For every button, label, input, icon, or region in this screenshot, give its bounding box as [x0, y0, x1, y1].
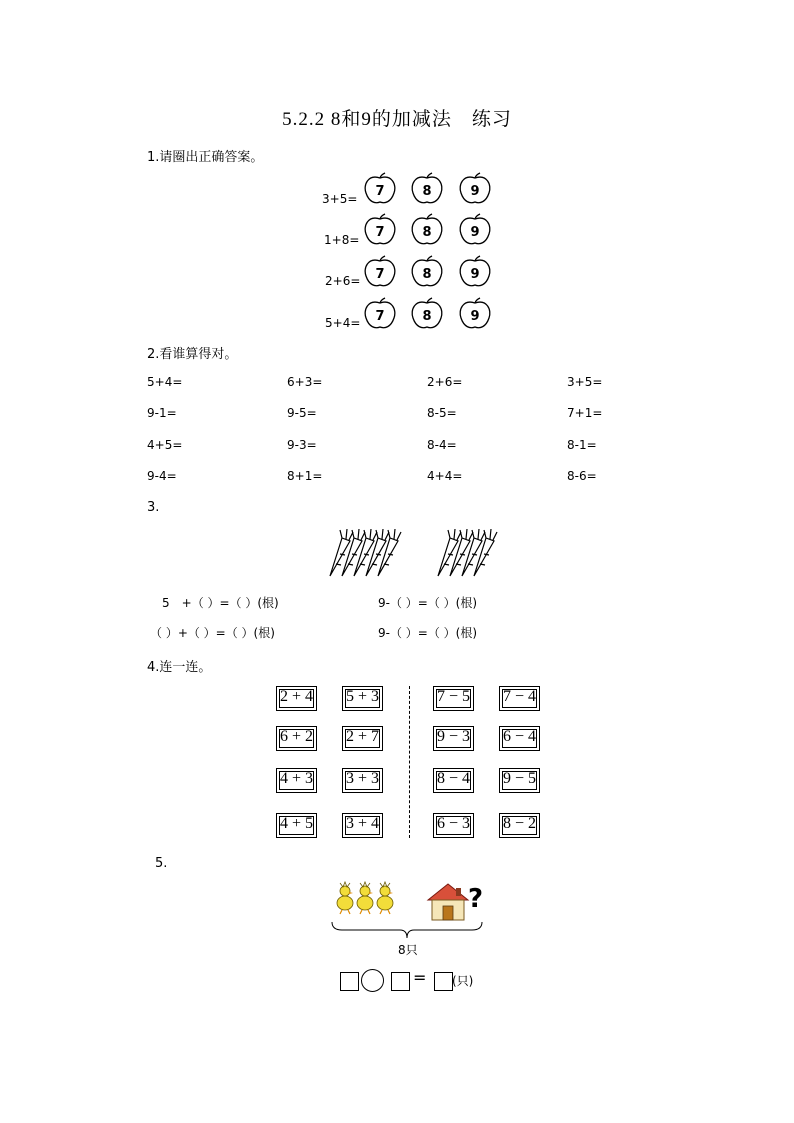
q3-equation: 9-（ ）=（ ）(根): [378, 596, 478, 610]
duck-icon: [377, 882, 393, 914]
expression-card[interactable]: 6 + 2: [276, 726, 317, 751]
apple-options: [360, 255, 500, 289]
divider-line: [409, 686, 410, 838]
equals-sign: =: [413, 968, 427, 987]
q2-cell: 6+3=: [287, 375, 323, 389]
answer-box[interactable]: [434, 972, 453, 991]
q4-heading: 4.连一连。: [147, 660, 212, 675]
q3-heading: 3.: [147, 500, 160, 515]
duck-icon: [337, 882, 353, 914]
expression-card[interactable]: 5 + 3: [342, 686, 383, 711]
option-value: 9: [470, 309, 480, 324]
apple-options: [360, 213, 500, 247]
expression-card[interactable]: 8 − 4: [433, 768, 474, 793]
q2-cell: 8-5=: [427, 406, 457, 420]
q2-cell: 4+4=: [427, 469, 463, 483]
q3-equation: （ ）+（ ）=（ ）(根): [150, 626, 275, 640]
carrot-icon: [474, 529, 497, 576]
expression-card[interactable]: 7 − 5: [433, 686, 474, 711]
option-value: 8: [422, 267, 432, 282]
q3-equation: 9-（ ）=（ ）(根): [378, 626, 478, 640]
q2-cell: 2+6=: [427, 375, 463, 389]
apple-options: [360, 172, 500, 206]
carrot-group-right: [428, 524, 508, 580]
q1-heading: 1.请圈出正确答案。: [147, 150, 264, 165]
q2-cell: 9-5=: [287, 406, 317, 420]
option-value: 7: [375, 184, 385, 199]
q2-cell: 8-6=: [567, 469, 597, 483]
q1-expr: 3+5=: [322, 192, 358, 206]
answer-box[interactable]: [391, 972, 410, 991]
carrot-icon: [378, 529, 401, 576]
question-mark: ?: [468, 884, 484, 914]
option-value: 8: [422, 309, 432, 324]
option-value: 7: [375, 225, 385, 240]
q2-cell: 9-4=: [147, 469, 177, 483]
q5-heading: 5.: [155, 856, 168, 871]
carrot-group-left: [320, 524, 410, 580]
q2-cell: 4+5=: [147, 438, 183, 452]
expression-card[interactable]: 9 − 3: [433, 726, 474, 751]
expression-card[interactable]: 3 + 4: [342, 813, 383, 838]
expression-card[interactable]: 4 + 5: [276, 813, 317, 838]
q1-expr: 2+6=: [325, 274, 361, 288]
q3-equation: 5 +（ ）=（ ）(根): [162, 596, 279, 610]
option-value: 9: [470, 184, 480, 199]
q2-cell: 8-4=: [427, 438, 457, 452]
expression-card[interactable]: 9 − 5: [499, 768, 540, 793]
q2-cell: 8+1=: [287, 469, 323, 483]
option-value: 8: [422, 184, 432, 199]
total-label: 8只: [398, 943, 418, 957]
duck-icon: [357, 882, 373, 914]
total-brace: [330, 920, 484, 942]
q2-cell: 9-1=: [147, 406, 177, 420]
q2-cell: 8-1=: [567, 438, 597, 452]
page-title: 5.2.2 8和9的加减法 练习: [282, 109, 512, 130]
q2-cell: 3+5=: [567, 375, 603, 389]
q2-cell: 7+1=: [567, 406, 603, 420]
apple-options: [360, 297, 500, 331]
answer-box[interactable]: [340, 972, 359, 991]
expression-card[interactable]: 3 + 3: [342, 768, 383, 793]
q2-heading: 2.看谁算得对。: [147, 347, 238, 362]
option-value: 8: [422, 225, 432, 240]
q1-expr: 5+4=: [325, 316, 361, 330]
option-value: 9: [470, 225, 480, 240]
house-icon: [426, 882, 470, 922]
q2-cell: 5+4=: [147, 375, 183, 389]
option-value: 7: [375, 309, 385, 324]
operator-circle[interactable]: [361, 969, 384, 992]
expression-card[interactable]: 2 + 7: [342, 726, 383, 751]
expression-card[interactable]: 8 − 2: [499, 813, 540, 838]
expression-card[interactable]: 6 − 4: [499, 726, 540, 751]
option-value: 7: [375, 267, 385, 282]
option-value: 9: [470, 267, 480, 282]
expression-card[interactable]: 4 + 3: [276, 768, 317, 793]
q2-cell: 9-3=: [287, 438, 317, 452]
q1-expr: 1+8=: [324, 233, 360, 247]
unit-label: (只): [452, 974, 474, 988]
ducks-illustration: [334, 880, 398, 916]
expression-card[interactable]: 7 − 4: [499, 686, 540, 711]
expression-card[interactable]: 6 − 3: [433, 813, 474, 838]
expression-card[interactable]: 2 + 4: [276, 686, 317, 711]
